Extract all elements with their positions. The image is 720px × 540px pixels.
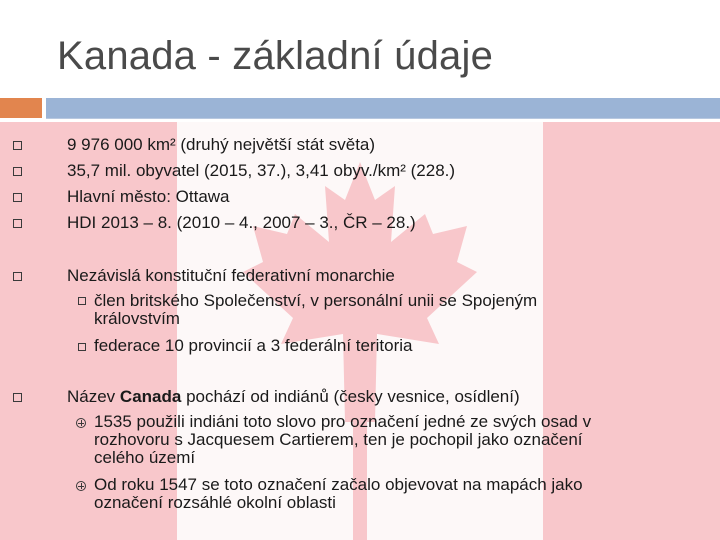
sub-bullet-line: rozhovoru s Jacquesem Cartierem, ten je pochopil jako označení: [94, 430, 583, 449]
sub-bullet-maps: [94, 476, 704, 512]
sub-bullet-line: označení rozsáhlé okolní oblasti: [94, 493, 336, 512]
sub-bullet-line: 1535 použili indiáni toto slovo pro označení jedné ze svých osad v: [94, 412, 592, 431]
sub-bullet-commonwealth: [94, 292, 694, 328]
square-bullet-icon: [13, 219, 22, 228]
bullet-hdi: HDI 2013 – 8. (2010 – 4., 2007 – 3., ČR – 28.): [67, 213, 416, 232]
circle-plus-bullet-icon: [76, 481, 86, 491]
sub-bullet-cartier: [94, 413, 704, 467]
square-bullet-icon: [13, 393, 22, 402]
square-bullet-icon: [13, 167, 22, 176]
sub-bullet-federation: [94, 337, 694, 355]
square-bullet-icon: [13, 272, 22, 281]
sub-bullet-line: federace 10 provincií a 3 federální teritoria: [94, 336, 413, 355]
sub-bullet-line: Od roku 1547 se toto označení začalo objevovat na mapách jako: [94, 475, 583, 494]
bullet-capital: Hlavní město: Ottawa: [67, 187, 230, 206]
bullet-name-origin: Název Canada pochází od indiánů (česky vesnice, osídlení): [67, 387, 520, 406]
sub-bullet-line: člen britského Společenství, v personální unii se Spojeným: [94, 291, 538, 310]
square-bullet-icon: [78, 297, 86, 305]
slide-title: Kanada - základní údaje: [57, 34, 494, 78]
bullet-area: 9 976 000 km² (druhý největší stát světa): [67, 135, 376, 154]
sub-bullet-line: královstvím: [94, 309, 180, 328]
square-bullet-icon: [13, 193, 22, 202]
square-bullet-icon: [13, 141, 22, 150]
circle-plus-bullet-icon: [76, 418, 86, 428]
bullet-population: 35,7 mil. obyvatel (2015, 37.), 3,41 obyv./km² (228.): [67, 161, 456, 180]
bullet-monarchy: Nezávislá konstituční federativní monarchie: [67, 266, 395, 285]
bold-canada: Canada: [119, 387, 182, 406]
sub-bullet-line: celého území: [94, 448, 196, 467]
square-bullet-icon: [78, 343, 86, 351]
